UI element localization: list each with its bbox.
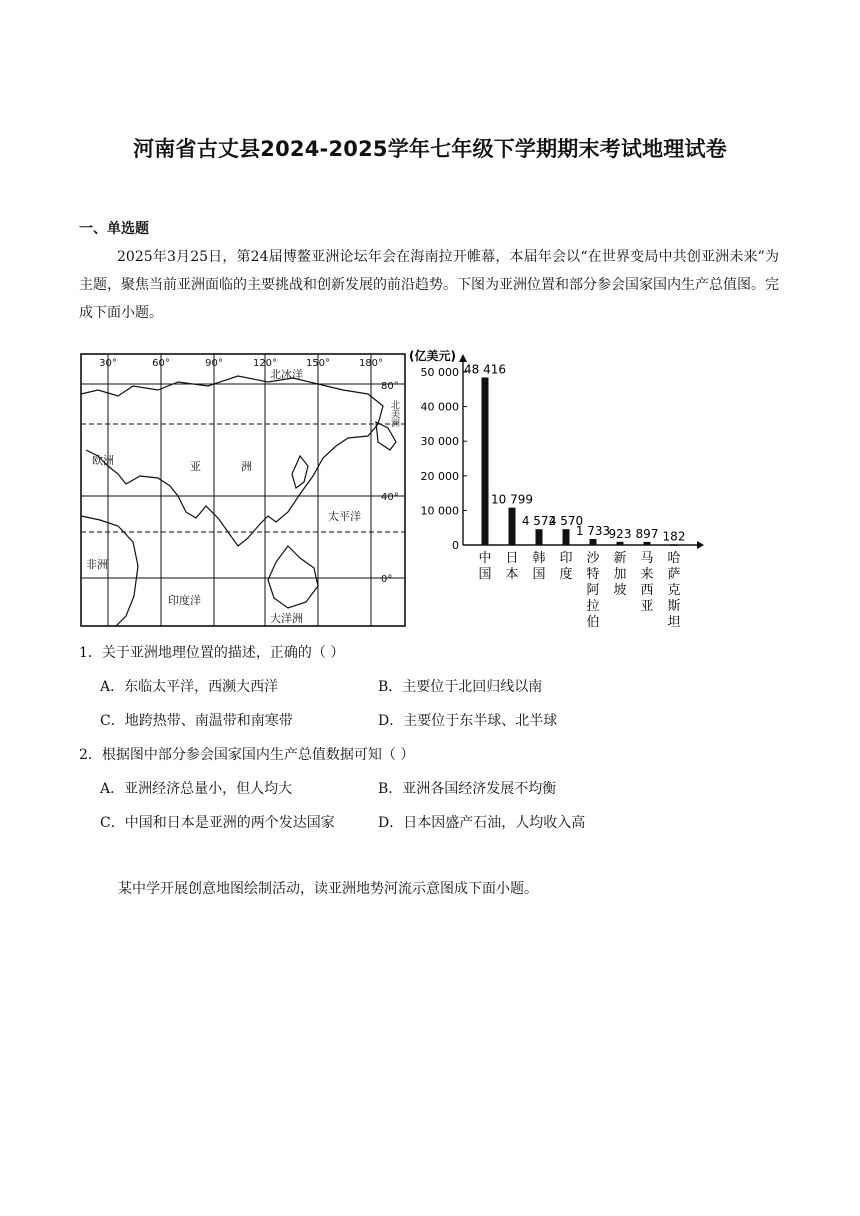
label-arctic-ocean: 北冰洋 — [270, 368, 303, 381]
y-tick-label: 40 000 — [420, 400, 459, 414]
x-category-label: 特 — [586, 567, 600, 582]
section-heading: 一、单选题 — [79, 221, 149, 237]
x-category-label: 西 — [640, 583, 654, 598]
x-category-label: 萨 — [667, 567, 681, 582]
x-category-label: 加 — [613, 567, 627, 582]
lon-label-120: 120° — [252, 358, 278, 369]
x-category-label: 本 — [505, 567, 519, 582]
x-category-label: 韩 — [532, 551, 546, 566]
bar — [536, 529, 543, 545]
lat-label-40: 40° — [381, 492, 399, 503]
x-category-label: 亚 — [640, 599, 654, 614]
x-category-label: 克 — [667, 583, 681, 598]
label-north-america: 北美洲 — [389, 400, 399, 427]
second-passage: 某中学开展创意地图绘制活动，读亚洲地势河流示意图成下面小题。 — [118, 881, 538, 897]
bar-value-label: 897 — [635, 526, 659, 541]
x-category-label: 来 — [640, 567, 654, 582]
label-pacific-ocean: 太平洋 — [328, 510, 361, 523]
label-asia-2: 洲 — [241, 460, 252, 473]
bar — [509, 508, 516, 545]
bar-value-label: 182 — [662, 529, 686, 544]
bar-value-label: 10 799 — [491, 492, 533, 507]
lat-label-0: 0° — [381, 574, 393, 585]
intro-paragraph: 2025年3月25日，第24届博鳌亚洲论坛年会在海南拉开帷幕，本届年会以“在世界变局中共创亚洲未来”为主题，聚焦当前亚洲面临的主要挑战和创新发展的前沿趋势。下图为亚洲位置和部分参会国家国内生产总值图。完成下面小题。 — [79, 249, 779, 321]
question-2-option-a[interactable]: A．亚洲经济总量小，但人均大 — [100, 781, 293, 797]
question-2-option-c[interactable]: C．中国和日本是亚洲的两个发达国家 — [100, 815, 335, 831]
x-category-label: 坡 — [613, 583, 627, 598]
question-1-stem: 1．关于亚洲地理位置的描述，正确的（ ） — [79, 645, 345, 661]
label-europe: 欧洲 — [92, 454, 114, 467]
y-axis-arrow — [459, 354, 467, 362]
label-africa: 非洲 — [86, 558, 108, 571]
x-category-label: 斯 — [667, 599, 681, 614]
x-category-label: 日 — [505, 551, 519, 566]
question-1-option-a[interactable]: A．东临太平洋，西濒大西洋 — [100, 679, 279, 695]
bar — [482, 377, 489, 545]
x-category-label: 中 — [478, 551, 492, 566]
y-tick-label: 50 000 — [420, 366, 459, 379]
y-tick-label: 30 000 — [420, 435, 459, 449]
x-category-label: 马 — [640, 551, 654, 566]
lon-label-180: 180° — [358, 358, 384, 369]
x-category-label: 国 — [532, 567, 546, 582]
question-2-option-b[interactable]: B．亚洲各国经济发展不均衡 — [378, 781, 557, 797]
paper-title: 河南省古丈县2024-2025学年七年级下学期期末考试地理试卷 — [133, 137, 727, 161]
bar-value-label: 4 570 — [548, 514, 584, 529]
bar — [590, 539, 597, 545]
x-category-label: 坦 — [667, 615, 681, 630]
bar-value-label: 1 733 — [575, 524, 611, 539]
bars — [464, 362, 685, 545]
bar — [563, 529, 570, 545]
label-asia-1: 亚 — [190, 460, 201, 473]
lon-label-90: 90° — [205, 358, 223, 369]
x-category-label: 度 — [559, 567, 573, 582]
x-category-label: 拉 — [586, 599, 600, 614]
x-category-label: 哈 — [667, 551, 681, 566]
question-1-option-d[interactable]: D．主要位于东半球、北半球 — [378, 713, 558, 729]
x-labels — [478, 550, 680, 630]
y-tick-label: 10 000 — [420, 504, 459, 518]
y-tick-label: 20 000 — [420, 469, 459, 483]
lon-label-60: 60° — [152, 358, 170, 369]
gdp-bar-chart — [405, 344, 705, 634]
x-category-label: 新 — [613, 551, 627, 566]
bar-value-label: 4 572 — [521, 514, 557, 529]
bar — [617, 542, 624, 545]
lon-label-150: 150° — [305, 358, 331, 369]
asia-location-map — [78, 346, 408, 628]
bar-value-label: 923 — [608, 526, 632, 541]
label-indian-ocean: 印度洋 — [168, 594, 201, 607]
x-category-label: 沙 — [586, 551, 600, 566]
label-oceania: 大洋洲 — [270, 612, 303, 625]
question-2-option-d[interactable]: D．日本因盛产石油，人均收入高 — [378, 815, 586, 831]
lon-label-30: 30° — [99, 358, 117, 369]
question-1-option-b[interactable]: B．主要位于北回归线以南 — [378, 679, 543, 695]
y-tick-label: 0 — [452, 539, 459, 552]
question-1-option-c[interactable]: C．地跨热带、南温带和南寒带 — [100, 713, 293, 729]
x-category-label: 伯 — [586, 615, 600, 630]
lat-label-80: 80° — [381, 381, 399, 392]
bar — [644, 542, 651, 545]
chart-ylabel: (亿美元) — [409, 349, 456, 363]
x-category-label: 阿 — [586, 583, 600, 598]
x-axis-arrow — [697, 541, 704, 549]
question-2-stem: 2．根据图中部分参会国家国内生产总值数据可知（ ） — [79, 747, 415, 763]
bar-value-label: 48 416 — [464, 362, 506, 377]
x-category-label: 国 — [478, 567, 492, 582]
bar — [671, 544, 678, 546]
x-category-label: 印 — [559, 551, 573, 566]
